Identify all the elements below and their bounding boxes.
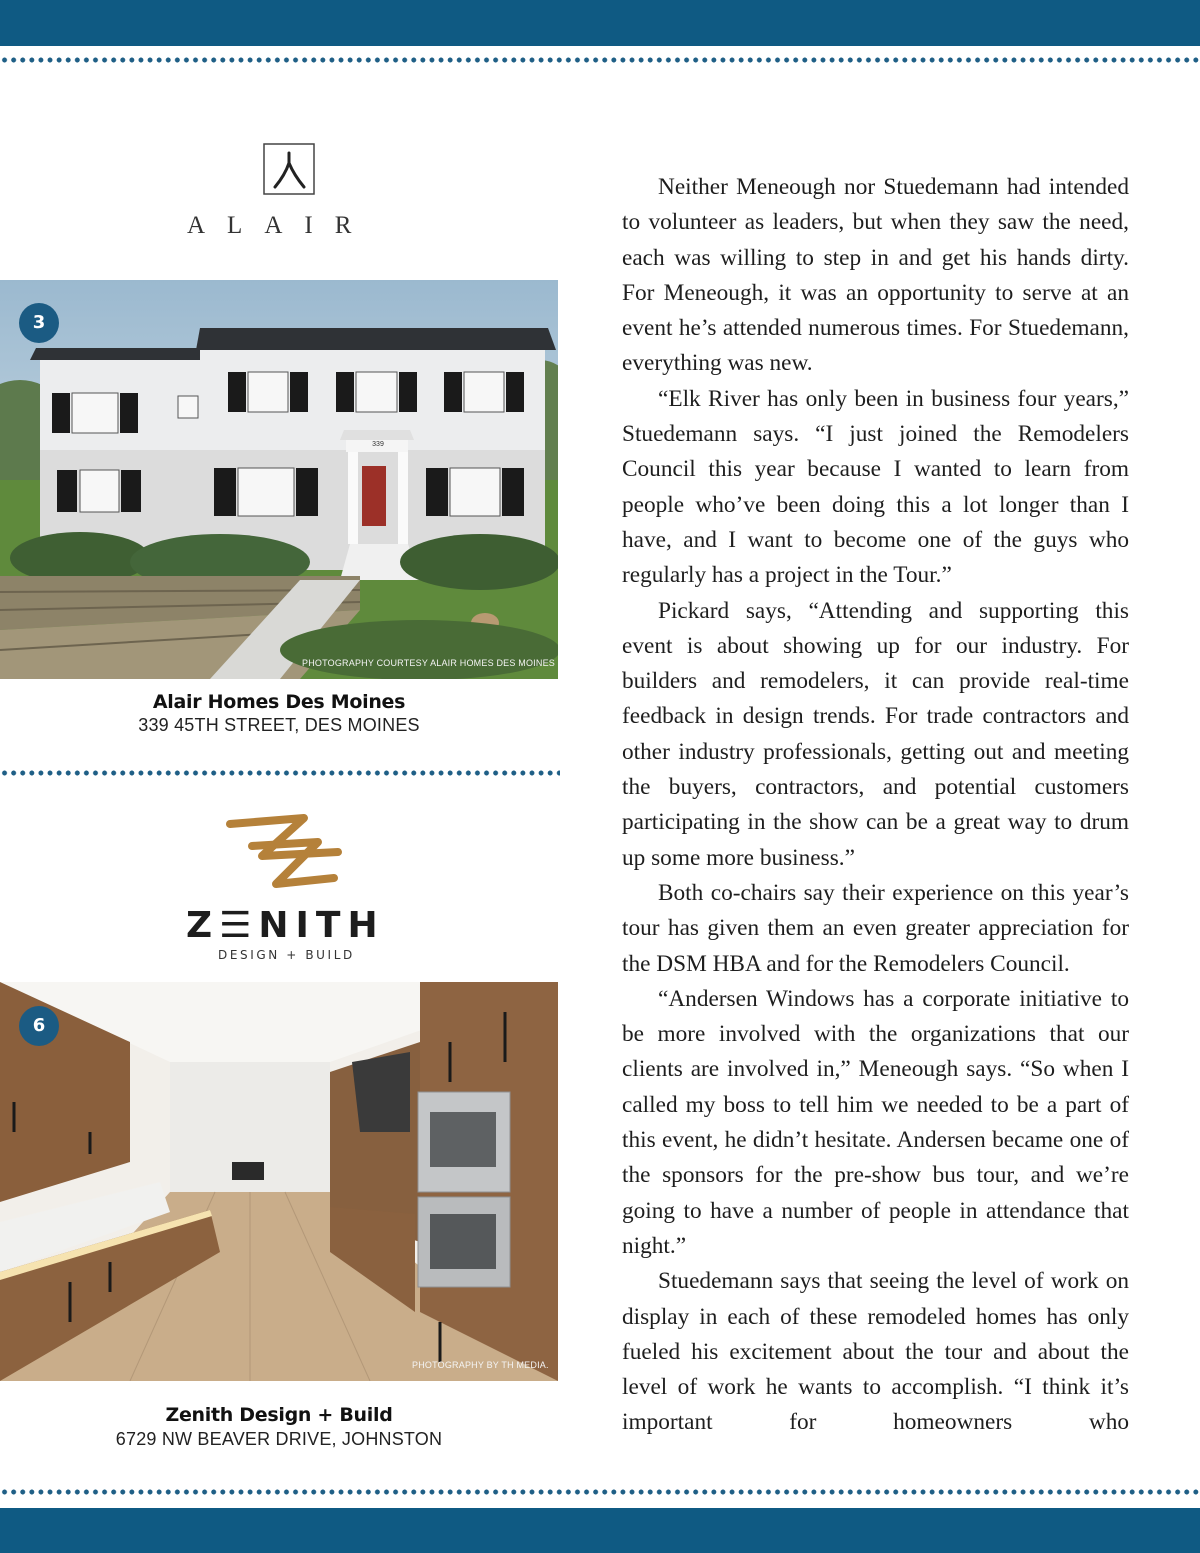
listing-number-badge: 6 xyxy=(19,1006,59,1046)
alair-logo-word: ALAIR xyxy=(187,212,374,239)
house-illustration xyxy=(0,280,558,679)
article-paragraph: Pickard says, “Attending and supporting this event is about showing up for our industry. For builders and remodelers, it can provide real-time feedback in design trends. For trade contractors and other industry professionals, getting out and meeting the buyers, contractors, and potential customers participating in the show can be a great way to drum up some more business.” xyxy=(622,597,1129,871)
bottom-dotted-rule xyxy=(0,1489,1200,1495)
article-paragraph: “Elk River has only been in business four years,” Stuedemann says. “I just joined the Remodelers Council this year because I wanted to learn from people who’ve been doing this a lot longer than I have, and I want to become one of the guys who regularly has a project in the Tour.” xyxy=(622,385,1129,589)
zenith-logo-subtitle: DESIGN + BUILD xyxy=(218,948,355,962)
alair-logo xyxy=(263,143,315,195)
article-body xyxy=(622,170,1129,1441)
middle-dotted-rule xyxy=(0,770,560,776)
photo-credit: PHOTOGRAPHY COURTESY ALAIR HOMES DES MOINES xyxy=(302,658,555,668)
listing-name: Zenith Design + Build xyxy=(165,1404,393,1426)
article-paragraph: Neither Meneough nor Stuedemann had intended to volunteer as leaders, but when they saw the need, each was willing to step in and get his hands dirty. For Meneough, it was an opportunity to serve at an event he’s attended numerous times. For Stuedemann, everything was new. xyxy=(622,174,1129,377)
article-paragraph: “Andersen Windows has a corporate initiative to be more involved with the organizations that our clients are involved in,” Meneough says. “So when I called my boss to tell him we needed to be a part of this event, he didn’t hesitate. Andersen became one of the sponsors for the pre-show bus tour, and we’re going to have a number of people in attendance that night.” xyxy=(622,985,1129,1259)
article-paragraph: Both co-chairs say their experience on this year’s tour has given them an even greater appreciation for the DSM HBA and for the Remodelers Council. xyxy=(622,879,1129,977)
zenith-logo-emblem xyxy=(222,812,344,892)
alair-logo-mark xyxy=(263,143,315,195)
listing-address: 6729 NW BEAVER DRIVE, JOHNSTON xyxy=(115,1429,443,1449)
zenith-kitchen-photo xyxy=(0,982,558,1381)
house-number: 339 xyxy=(372,441,384,448)
top-color-band xyxy=(0,0,1200,46)
top-dotted-rule xyxy=(0,57,1200,63)
listing-name: Alair Homes Des Moines xyxy=(152,691,406,713)
article-paragraph: Stuedemann says that seeing the level of work on display in each of these remodeled homes has only fueled his excitement about the tour and about the level of work he wants to accomplish. “I think it’s important for homeowners who xyxy=(622,1268,1129,1436)
listing-number-badge: 3 xyxy=(19,303,59,343)
bottom-color-band xyxy=(0,1508,1200,1553)
alair-house-photo xyxy=(0,280,558,679)
zenith-logo-mark xyxy=(222,812,344,892)
kitchen-illustration xyxy=(0,982,558,1381)
photo-credit: PHOTOGRAPHY BY TH MEDIA. xyxy=(412,1360,549,1370)
listing-address: 339 45TH STREET, DES MOINES xyxy=(138,715,420,735)
zenith-logo-word: Z☰NITH xyxy=(186,905,385,946)
